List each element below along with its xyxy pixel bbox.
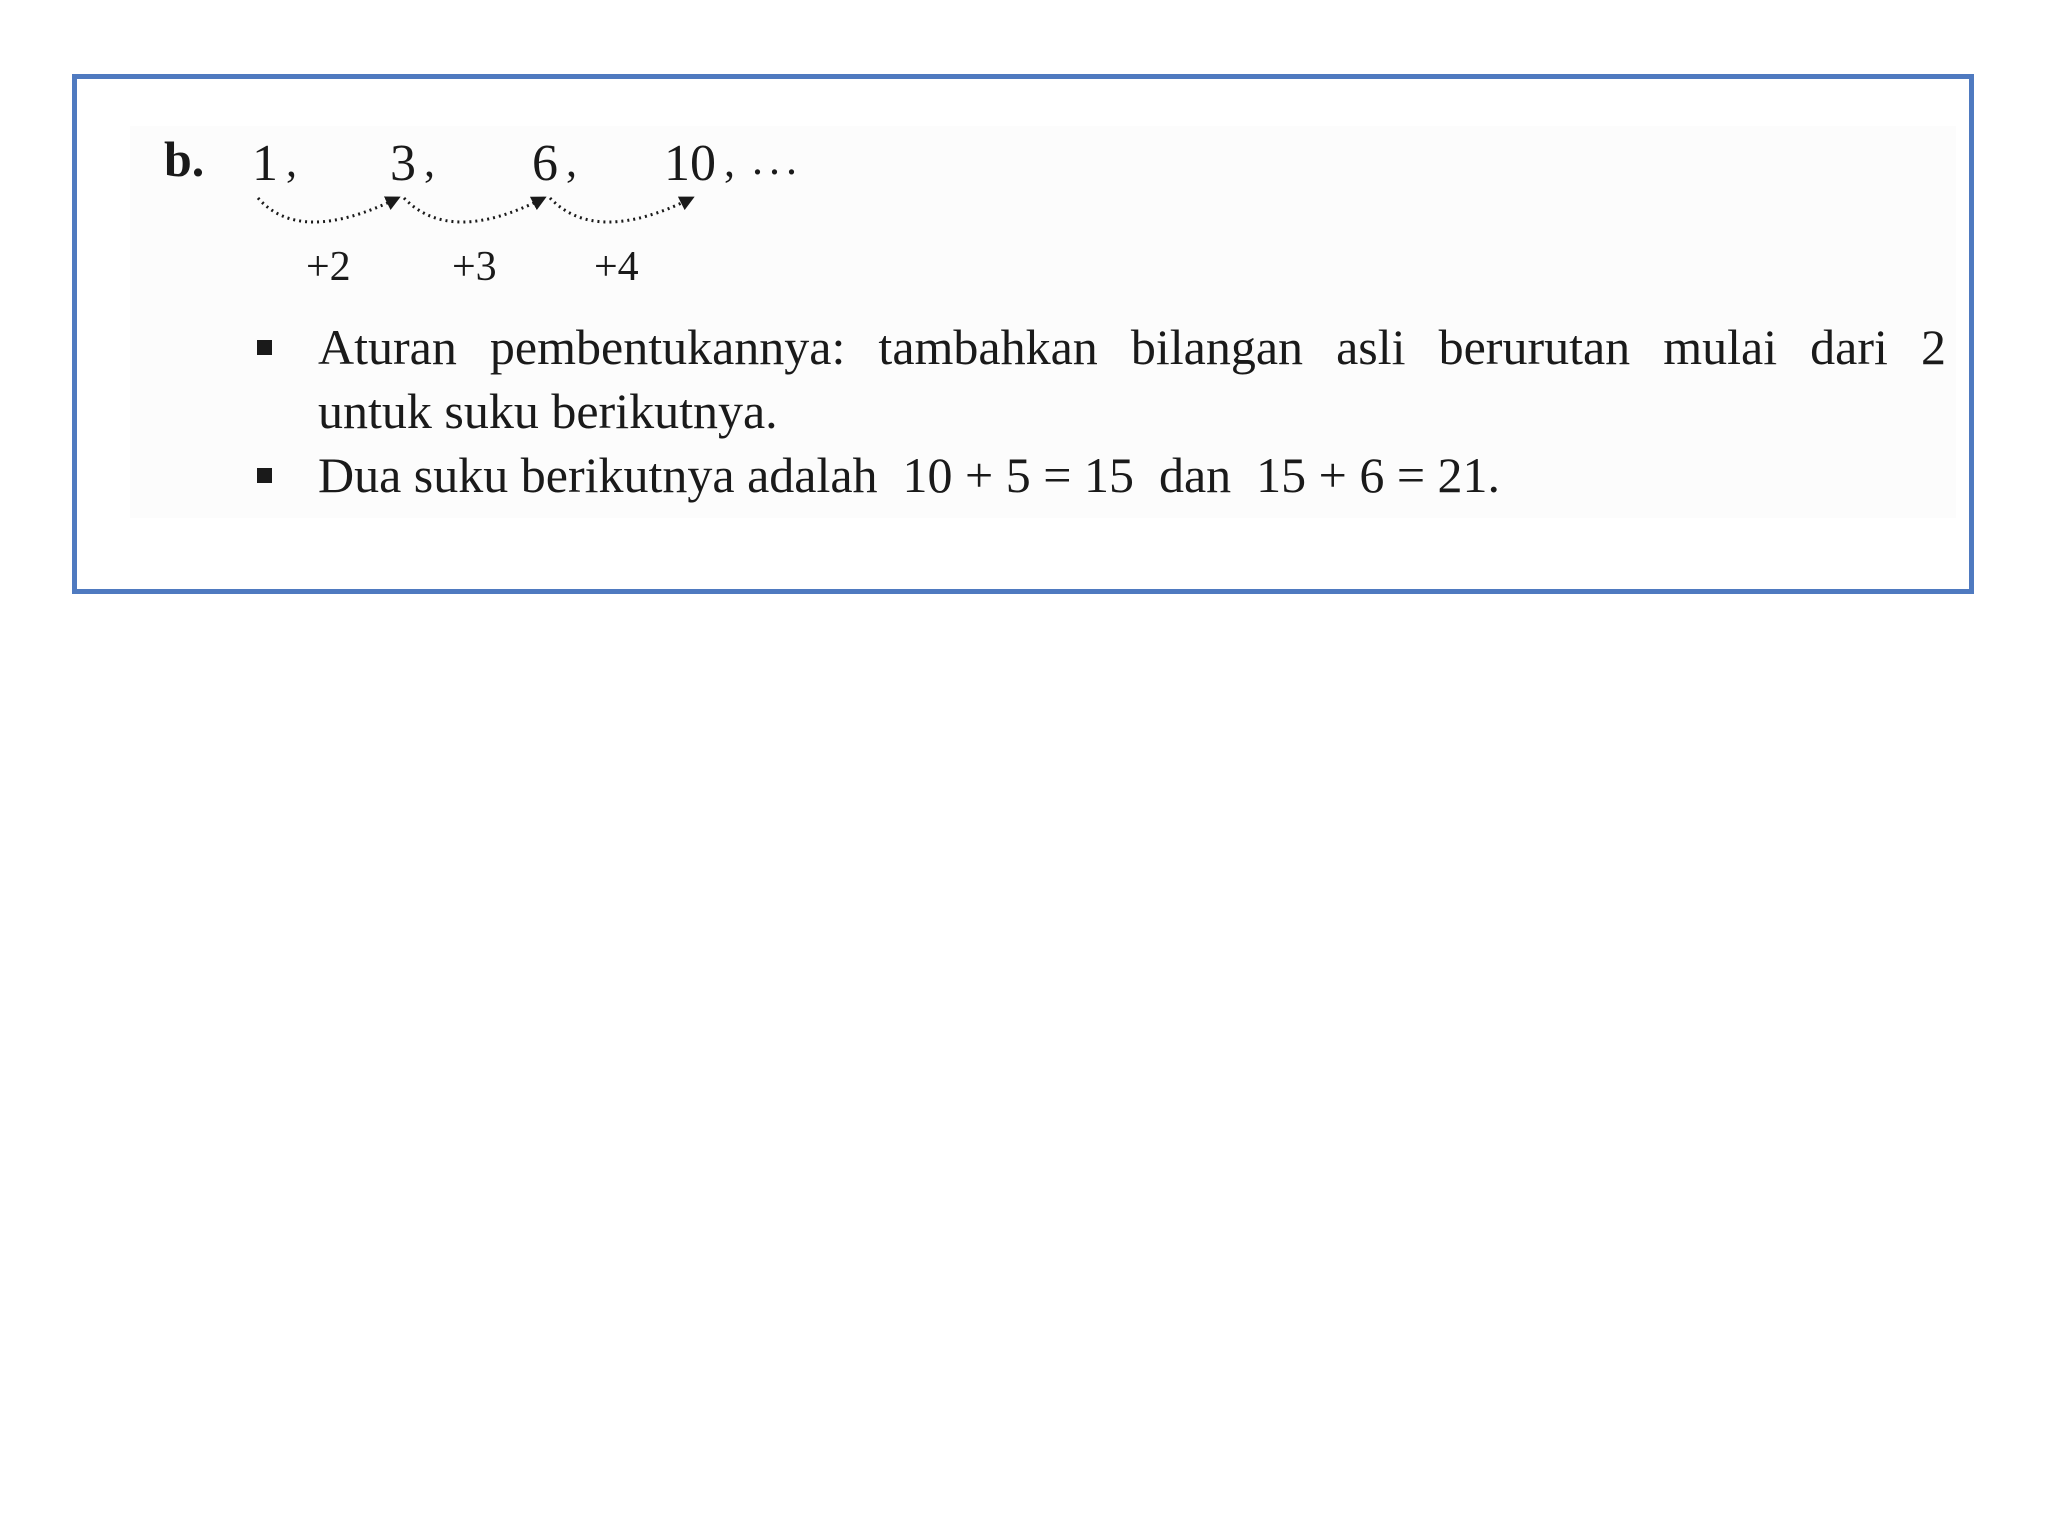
sequence-term-3: 6	[532, 135, 558, 192]
bullet-marker-2	[257, 468, 272, 483]
bullet-marker-1	[257, 340, 272, 355]
bullet-1-line-1: Aturan pembentukannya: tambahkan bilangan asli berurutan mulai dari 2	[318, 319, 1946, 375]
step-label-1: +2	[306, 244, 351, 290]
sequence-comma-1: ,	[286, 137, 297, 186]
step-label-3: +4	[594, 244, 639, 290]
sequence-term-1: 1	[252, 135, 278, 192]
sequence-comma-4: ,	[724, 137, 735, 186]
bullet-2-line-1: Dua suku berikutnya adalah 10 + 5 = 15 dan 15 + 6 = 21.	[318, 447, 1501, 503]
sequence-ellipsis: ...	[752, 135, 803, 184]
sequence-comma-3: ,	[566, 137, 577, 186]
item-label: b.	[164, 131, 205, 187]
bullet-1-line-2: untuk suku berikutnya.	[318, 383, 778, 439]
step-label-2: +3	[452, 244, 497, 290]
sequence-term-2: 3	[390, 135, 416, 192]
sequence-term-4: 10	[664, 135, 716, 192]
sequence-comma-2: ,	[424, 137, 435, 186]
